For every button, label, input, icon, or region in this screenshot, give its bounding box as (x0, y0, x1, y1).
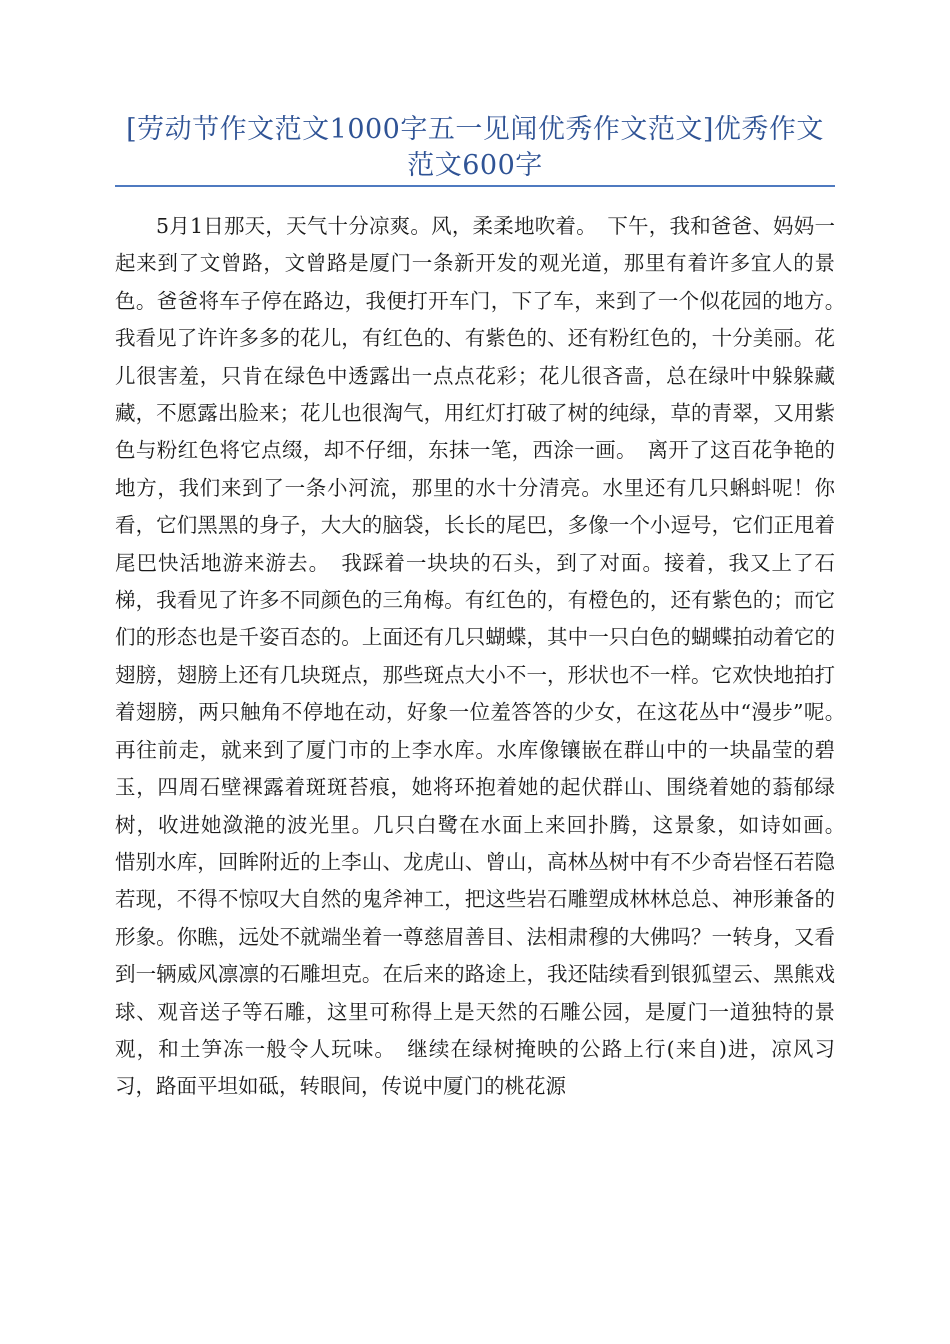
document-body-paragraph: 5月1日那天，天气十分凉爽。风，柔柔地吹着。 下午，我和爸爸、妈妈一起来到了文曾路，文曾路是厦门一条新开发的观光道，那里有着许多宜人的景色。爸爸将车子停在路边，我便打开车门，下了车，来到了一个似花园的地方。 我看见了许许多多的花儿，有红色的、有紫色的、还有粉红色的，十分美丽。花儿很害羞，只肯在绿色中透露出一点点花彩；花儿很吝啬，总在绿叶中躲躲藏藏，不愿露出脸来；花儿也很淘气，用红灯打破了树的纯绿，草的青翠，又用紫色与粉红色将它点缀，却不仔细，东抹一笔，西涂一画。 离开了这百花争艳的地方，我们来到了一条小河流，那里的水十分清亮。水里还有几只蝌蚪呢！你看，它们黑黑的身子，大大的脑袋，长长的尾巴，多像一个小逗号，它们正甩着尾巴快活地游来游去。 我踩着一块块的石头，到了对面。接着，我又上了石梯，我看见了许多不同颜色的三角梅。有红色的，有橙色的，还有紫色的；而它们的形态也是千姿百态的。上面还有几只蝴蝶，其中一只白色的蝴蝶拍动着它的翅膀，翅膀上还有几块斑点，那些斑点大小不一，形状也不一样。它欢快地拍打着翅膀，两只触角不停地在动，好象一位羞答答的少女，在这花丛中“漫步”呢。 再往前走，就来到了厦门市的上李水库。水库像镶嵌在群山中的一块晶莹的碧玉，四周石壁裸露着斑斑苔痕，她将环抱着她的起伏群山、围绕着她的蓊郁绿树，收进她潋滟的波光里。几只白鹭在水面上来回扑腾，这景象，如诗如画。 惜别水库，回眸附近的上李山、龙虎山、曾山，高林丛树中有不少奇岩怪石若隐若现，不得不惊叹大自然的鬼斧神工，把这些岩石雕塑成林林总总、神形兼备的形象。你瞧，远处不就端坐着一尊慈眉善目、法相肃穆的大佛吗？一转身，又看到一辆威风凛凛的石雕坦克。在后来的路途上，我还陆续看到银狐望云、黑熊戏球、观音送子等石雕，这里可称得上是天然的石雕公园，是厦门一道独特的景观，和土笋冻一般令人玩味。 继续在绿树掩映的公路上行(来自)进，凉风习习，路面平坦如砥，转眼间，传说中厦门的桃花源 (115, 214, 856, 1099)
title-underline-rule (115, 185, 835, 187)
document-title: [劳动节作文范文1000字五一见闻优秀作文范文]优秀作文范文600字 (126, 114, 824, 181)
